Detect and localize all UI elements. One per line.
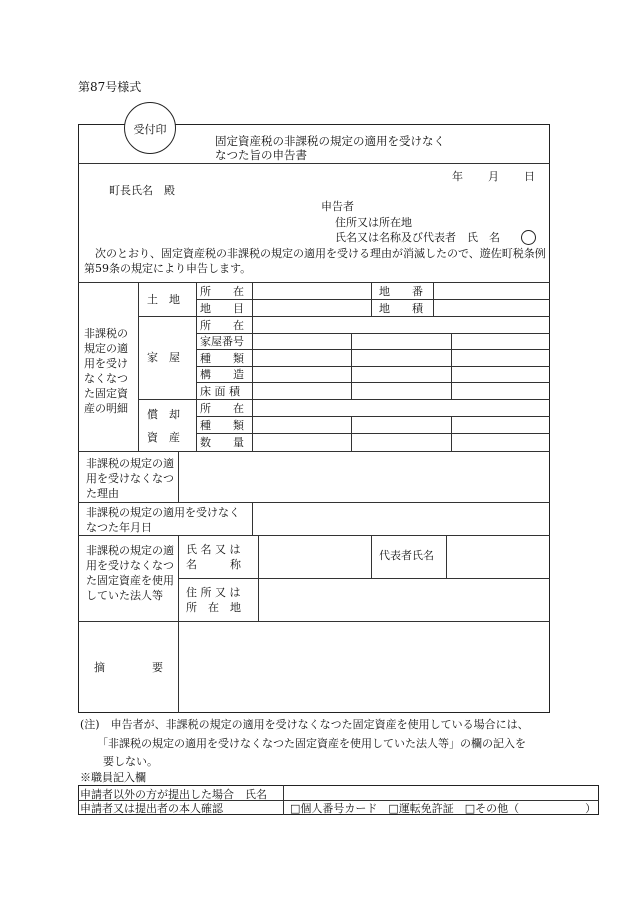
divider xyxy=(371,282,372,316)
date-year: 年 xyxy=(452,170,463,183)
note-line: (注) 申告者が、非課税の規定の適用を受けなくなつた固定資産を使用している場合には、 xyxy=(80,718,529,731)
house-field: 家屋番号 xyxy=(200,335,244,348)
divider xyxy=(78,451,550,452)
divider xyxy=(451,333,452,399)
land-area-label: 地 積 xyxy=(379,302,423,315)
depreciable-label-2: 資 産 xyxy=(147,431,180,444)
divider xyxy=(78,163,550,164)
land-label: 土 地 xyxy=(147,293,180,306)
depreciable-field: 種 類 xyxy=(200,419,244,432)
divider xyxy=(78,621,550,622)
divider xyxy=(196,282,197,451)
divider xyxy=(196,433,550,434)
divider xyxy=(78,282,550,283)
divider xyxy=(178,578,550,579)
house-field: 種 類 xyxy=(200,352,244,365)
divider xyxy=(178,535,179,713)
divider xyxy=(351,416,352,451)
staff-heading: ※職員記入欄 xyxy=(80,771,146,784)
corp-rep-label: 代表者氏名 xyxy=(379,549,434,562)
divider xyxy=(196,333,550,334)
reason-label: 非課税の規定の適用を受けなくなつた理由 xyxy=(86,457,174,500)
land-lot-label: 地 番 xyxy=(379,285,423,298)
corp-addr-label-2: 所 在 地 xyxy=(186,601,241,614)
id-check-options: □個人番号カード □運転免許証 □その他（ ） xyxy=(290,802,597,815)
applicant-label: 申告者 xyxy=(321,200,354,213)
remarks-label-2: 要 xyxy=(152,661,163,674)
divider xyxy=(433,282,434,316)
staff-row-id-check: 申請者又は提出者の本人確認 xyxy=(80,802,223,815)
divider xyxy=(446,535,447,578)
date-day: 日 xyxy=(524,170,535,183)
corp-name-label-1: 氏 名 又 は xyxy=(186,543,241,556)
note-line: 「非課税の規定の適用を受けなくなつた固定資産を使用していた法人等」の欄の記入を xyxy=(97,737,526,750)
divider xyxy=(138,399,550,400)
house-label: 家 屋 xyxy=(147,351,180,364)
seal-circle xyxy=(521,230,536,245)
divider xyxy=(196,366,550,367)
divider xyxy=(196,416,550,417)
depreciable-field: 数 量 xyxy=(200,436,244,449)
reception-stamp-circle xyxy=(124,102,176,154)
divider xyxy=(78,502,550,503)
divider xyxy=(138,282,139,451)
corp-addr-label-1: 住 所 又 は xyxy=(186,586,241,599)
date-month: 月 xyxy=(488,170,499,183)
details-group-label: 非課税の規定の適用を受けなくなつた固定資産の明細 xyxy=(84,327,128,415)
house-field: 構 造 xyxy=(200,368,244,381)
house-field: 床 面 積 xyxy=(200,385,240,398)
applicant-name-label: 氏名又は名称及び代表者 氏 名 xyxy=(335,231,500,244)
house-field: 所 在 xyxy=(200,319,244,332)
divider xyxy=(252,282,253,451)
divider xyxy=(178,451,179,502)
divider xyxy=(138,316,550,317)
divider xyxy=(283,785,284,815)
divider xyxy=(78,535,550,536)
date-lost-label: 非課税の規定の適用を受けなくなつた年月日 xyxy=(86,506,240,534)
corp-name-label-2: 名 称 xyxy=(186,558,241,571)
stamp-label: 受付印 xyxy=(133,123,167,136)
land-category-label: 地 目 xyxy=(200,302,244,315)
divider xyxy=(196,382,550,383)
divider xyxy=(451,416,452,451)
divider xyxy=(196,349,550,350)
form-title: 固定資産税の非課税の規定の適用を受けなくなつた旨の申告書 xyxy=(215,134,445,162)
divider xyxy=(252,502,253,535)
applicant-address-label: 住所又は所在地 xyxy=(335,216,412,229)
corp-label: 非課税の規定の適用を受けなくなつた固定資産を使用していた法人等 xyxy=(86,544,174,602)
depreciable-field: 所 在 xyxy=(200,402,244,415)
note-line: 要しない。 xyxy=(103,755,158,768)
intro-text: 次のとおり、固定資産税の非課税の規定の適用を受ける理由が消滅したので、遊佐町税条例第59条の規定により申告します。 xyxy=(84,247,546,275)
staff-row-proxy: 申請者以外の方が提出した場合 氏名 xyxy=(80,788,267,801)
addressee: 町長氏名 殿 xyxy=(109,184,175,197)
divider xyxy=(196,299,550,300)
divider xyxy=(258,535,259,621)
divider xyxy=(371,535,372,578)
form-number: 第87号様式 xyxy=(78,80,142,94)
land-location-label: 所 在 xyxy=(200,285,244,298)
depreciable-label-1: 償 却 xyxy=(147,408,180,421)
divider xyxy=(351,333,352,399)
remarks-label-1: 摘 xyxy=(94,661,105,674)
